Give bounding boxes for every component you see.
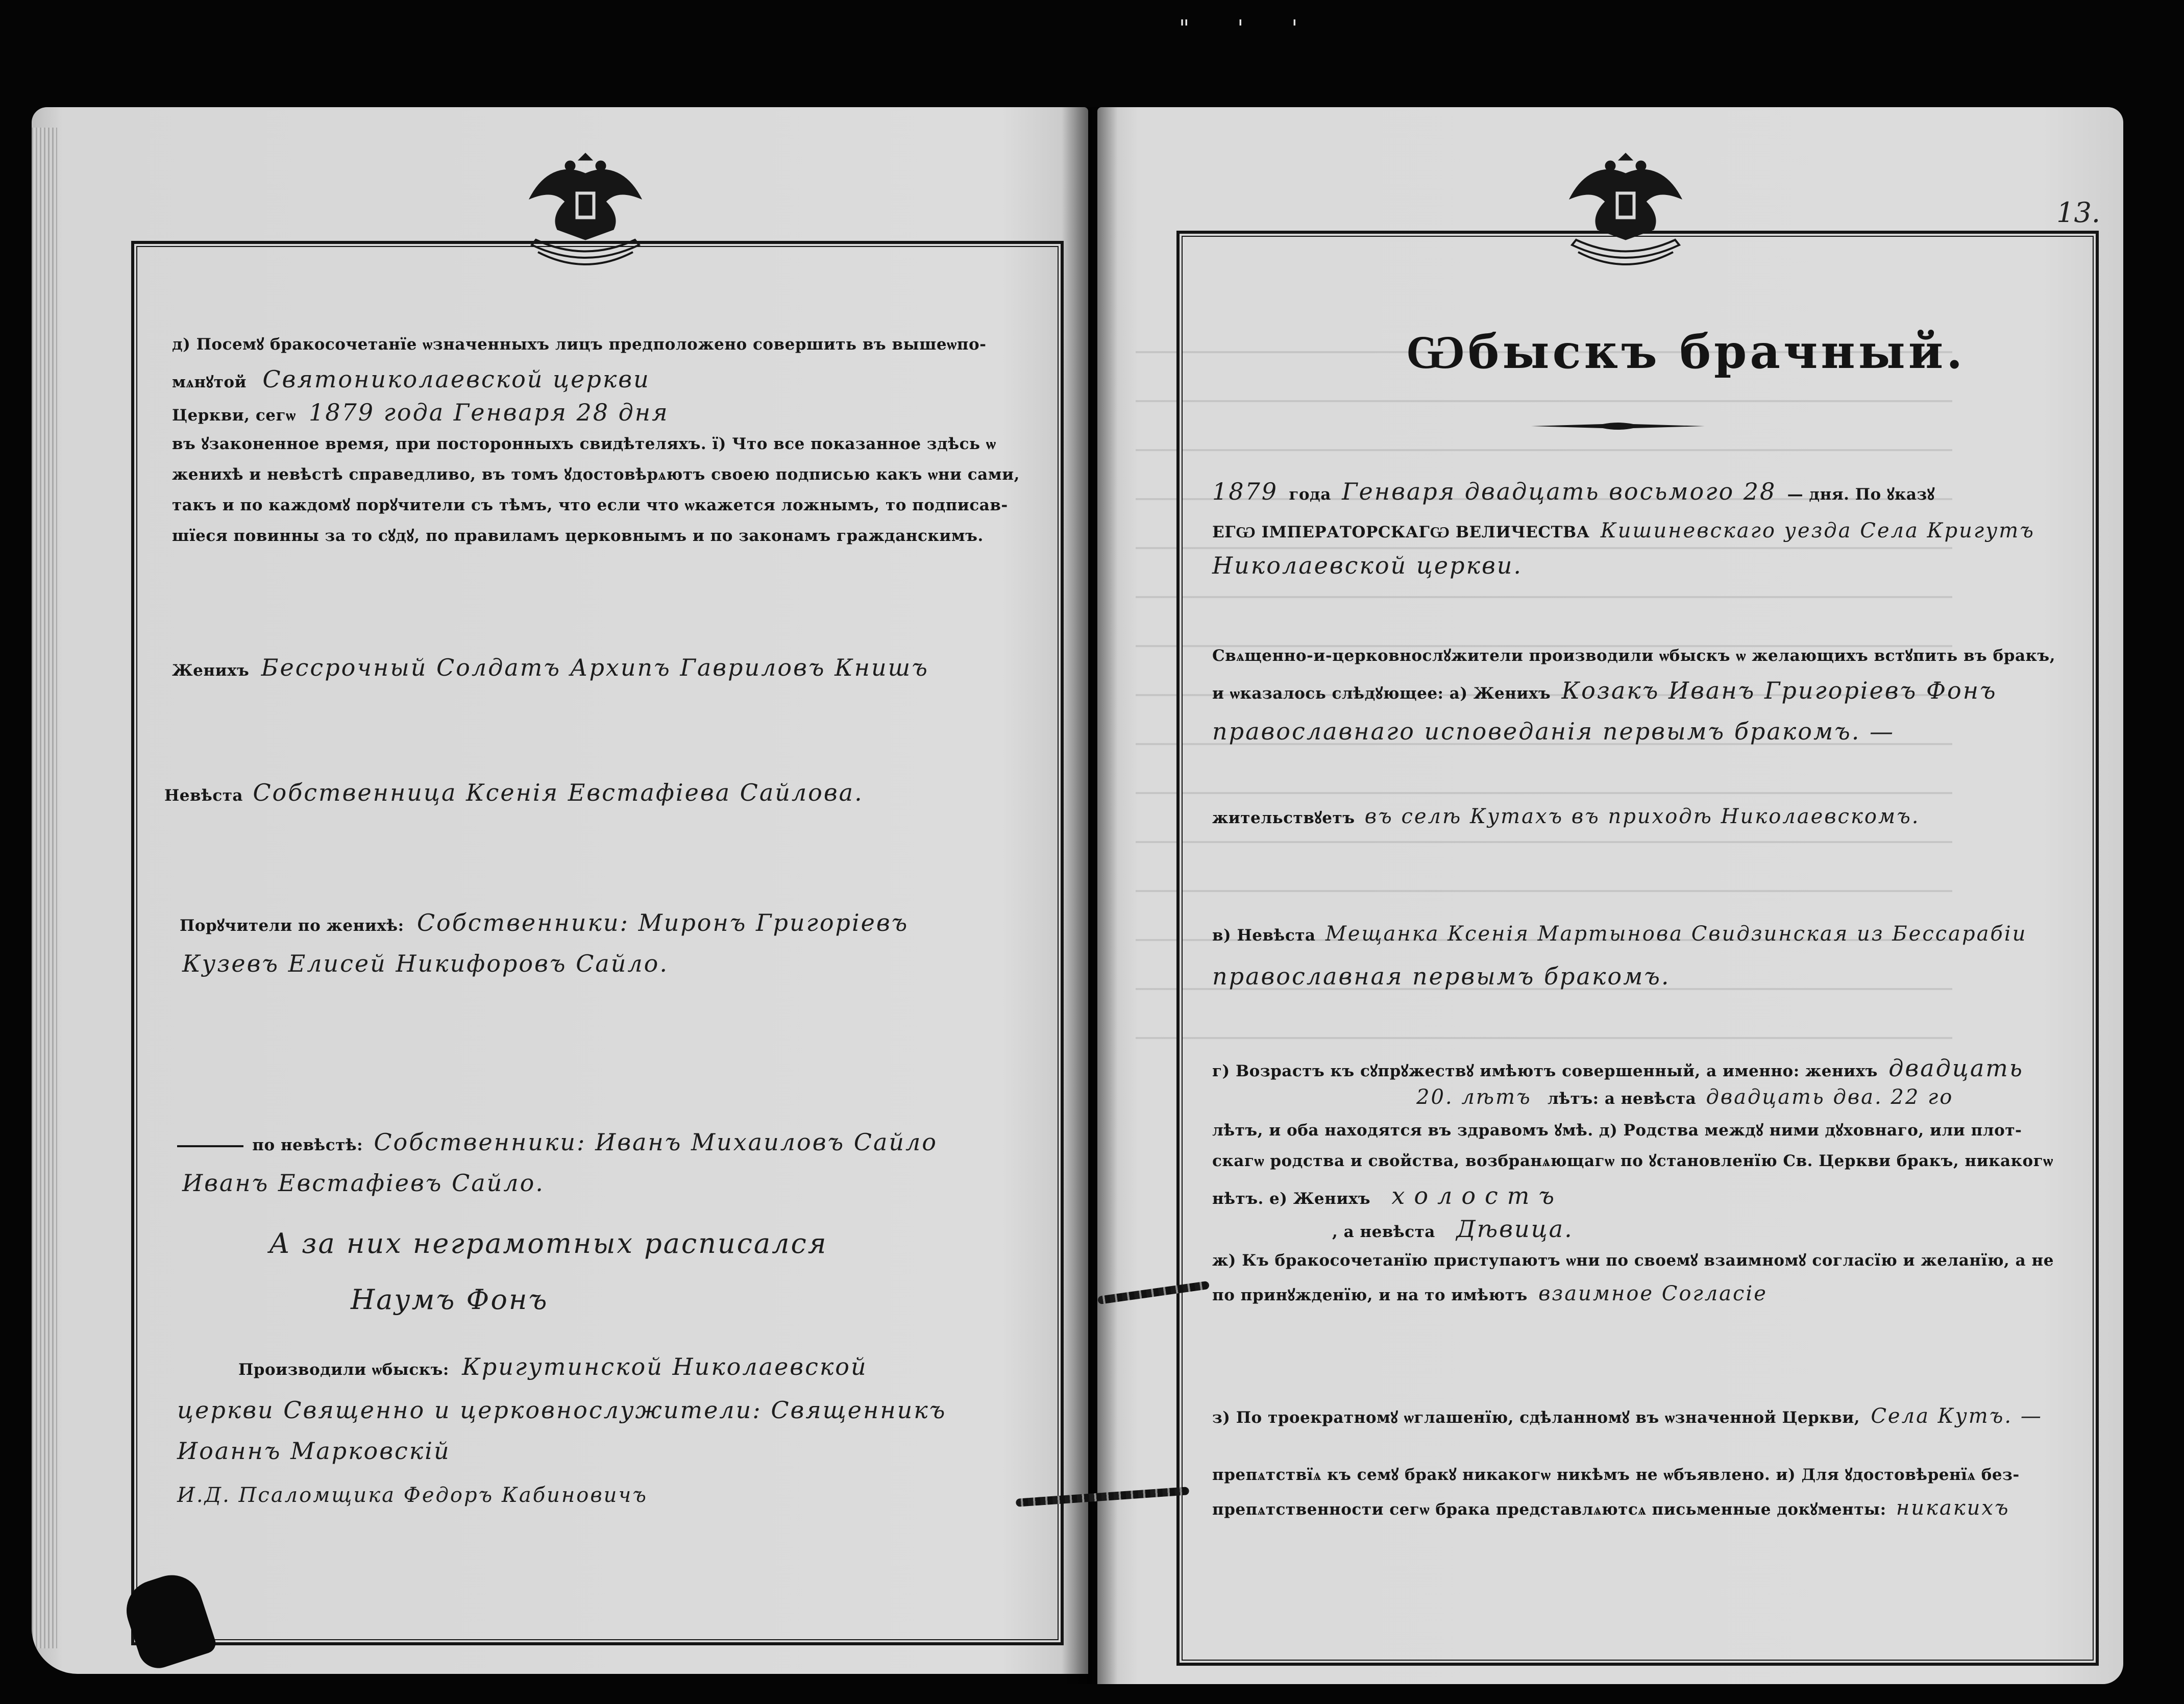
found-prefix: и ѡказалось слѣдꙋющее: а) Женихъ [1212, 684, 1551, 703]
section-d-line7: шїеся повинны за то сꙋдꙋ, по правиламъ церковнымъ и по законамъ гражданскимъ. [172, 527, 984, 545]
handwritten-groom-2: православнаго исповеданiя первымъ бракомъ. — [1212, 718, 1895, 745]
handwritten-illiterate-note: А за них неграмотных расписался [269, 1227, 828, 1260]
section-d-line3-prefix: Церкви, сегѡ [172, 406, 296, 425]
bride-entry [164, 781, 864, 804]
handwritten-residence: въ селѣ Кутахъ въ приходѣ Николаевскомъ. [1364, 805, 1920, 828]
section-d-line2-prefix: мѧнꙋтой [172, 373, 247, 391]
handwritten-church-name: Святониколаевской церкви [262, 365, 650, 393]
handwritten-documents: никакихъ [1896, 1496, 2010, 1520]
handwritten-bride: Собственница Ксенiя Евстафiева Сайлова. [253, 779, 864, 806]
residence-line [1212, 806, 1920, 827]
date-line [1212, 480, 1935, 503]
impediment-line-2 [1212, 1498, 2010, 1518]
handwritten-sureties-groom-1: Собственники: Миронъ Григорiевъ [416, 909, 909, 936]
residence-label: жительствꙋетъ [1212, 809, 1355, 827]
folio-number: 13. [2056, 196, 2100, 229]
handwritten-groom-status: холостъ [1391, 1182, 1564, 1209]
handwritten-parish: Кишиневскаго уезда Села Кригутъ [1600, 519, 2035, 542]
handwritten-sureties-groom-2: Кузевъ Елисей Никифоровъ Сайло. [182, 950, 669, 977]
impediment-prefix: препѧтственности сегѡ брака представлѧютсѧ письменные докꙋменты: [1212, 1500, 1886, 1519]
handwritten-groom-age: двадцать [1888, 1054, 2024, 1082]
sureties-bride-label: по невѣстѣ: [252, 1136, 363, 1154]
consent-prefix: по принꙋжденїю, и на то имѣютъ [1212, 1286, 1528, 1304]
section-d-line5: женихѣ и невѣстѣ справедливо, въ томъ ꙋдостовѣрѧютъ своею подписью какъ ѡни сами, [172, 465, 1020, 484]
kinship-groom-prefix: нѣтъ. е) Женихъ [1212, 1190, 1371, 1208]
majesty-line [1212, 521, 2035, 541]
section-d-line2 [172, 367, 650, 391]
handwritten-bride-2: православная первымъ бракомъ. [1212, 962, 1671, 990]
top-marks: " ' ' [1179, 15, 1318, 41]
performed-by [238, 1355, 868, 1378]
page-title: Ѡбыскъ брачный. [1406, 324, 1966, 379]
date-suffix: — дня. По ꙋказꙋ [1787, 485, 1935, 504]
bride-label: Невѣста [164, 786, 243, 805]
handwritten-performed-1: Кригутинской Николаевской [462, 1353, 868, 1380]
sureties-groom-label: Порꙋчители по женихѣ: [180, 917, 404, 935]
found-line [1212, 679, 1997, 702]
consent-line-2 [1212, 1283, 1768, 1304]
handwritten-performed-2: церкви Священно и церковнослужители: Священникъ [177, 1396, 947, 1424]
handwritten-parish-2: Николаевской церкви. [1212, 552, 1523, 579]
kinship-line-1: лѣтъ, и оба находятся въ здравомъ ꙋмѣ. д) Родства междꙋ ними дꙋховнаго, или плот- [1212, 1121, 2022, 1140]
right-page [1097, 107, 2123, 1684]
age-bride-text: лѣтъ: а невѣста [1547, 1090, 1697, 1108]
age-text: г) Возрастъ къ сꙋпрꙋжествꙋ имѣютъ совершенный, а именно: женихъ [1212, 1062, 1878, 1080]
left-page [32, 107, 1088, 1674]
bride-prefix: в) Невѣста [1212, 926, 1316, 945]
handwritten-groom: Бессрочный Солдатъ Архипъ Гавриловъ Книшъ [261, 654, 929, 681]
handwritten-date-words: Генваря двадцать восьмого 28 [1342, 478, 1777, 505]
kinship-bride-prefix: , а невѣста [1332, 1223, 1435, 1241]
double-headed-eagle-emblem-icon [501, 143, 670, 276]
handwritten-performed-3: Иоаннъ Марковскiй [177, 1437, 451, 1465]
handwritten-bride-status: Дѣвица. [1456, 1215, 1574, 1243]
book-spine-shadow [1062, 107, 1118, 1684]
bride-line [1212, 924, 2027, 944]
kinship-line-2: скагѡ родства и свойства, возбранѧющагѡ по ꙋстановленїю Св. Церкви бракъ, никакогѡ [1212, 1152, 2053, 1170]
performed-by-label: Производили ѡбыскъ: [238, 1361, 449, 1379]
rule-line [177, 1145, 243, 1147]
handwritten-sureties-bride-1: Собственники: Иванъ Михаиловъ Сайло [374, 1128, 938, 1156]
handwritten-sureties-bride-2: Иванъ Евстафiевъ Сайло. [182, 1169, 545, 1197]
groom-entry [172, 656, 929, 679]
handwritten-banns: Села Кутъ. — [1871, 1404, 2043, 1428]
handwritten-bride-age: двадцать два. 22 го [1706, 1085, 1954, 1109]
handwritten-performed-4: И.Д. Псаломщика Федоръ Кабиновичъ [177, 1484, 648, 1507]
section-d-intro: д) Посемꙋ бракосочетанїе ѡзначенныхъ лицъ предположено совершить въ вышеѡпо- [172, 335, 987, 354]
clergy-line: Свѧщенно-и-церковнослꙋжители производили ѡбыскъ ѡ желающихъ встꙋпить въ бракъ, [1212, 647, 2055, 665]
title-ornament-icon [1531, 421, 1705, 431]
handwritten-signature: Наумъ Фонъ [351, 1283, 549, 1316]
section-d-line6: такъ и по каждомꙋ порꙋчители съ тѣмъ, что если что ѡкажется ложнымъ, то подписав- [172, 496, 1008, 514]
groom-label: Женихъ [172, 661, 250, 680]
right-page-frame [1176, 231, 2099, 1666]
banns-line [1212, 1406, 2043, 1426]
handwritten-groom: Козакъ Иванъ Григорiевъ Фонъ [1561, 677, 1997, 704]
kinship-line-3 [1212, 1184, 1563, 1207]
consent-line-1: ж) Къ бракосочетанїю приступаютъ ѡни по своемꙋ взаимномꙋ согласїю и желанїю, а не [1212, 1251, 2054, 1270]
section-d-line3 [172, 401, 669, 424]
age-line [1212, 1056, 2024, 1080]
page-edges [32, 128, 57, 1648]
handwritten-groom-age-number: 20. лѣтъ [1416, 1085, 1532, 1109]
handwritten-consent: взаимное Согласiе [1538, 1282, 1768, 1305]
banns-prefix: з) По троекратномꙋ ѡглашенїю, сдѣланномꙋ въ ѡзначенной Церкви, [1212, 1409, 1860, 1427]
sureties-groom [180, 911, 909, 934]
impediment-line-1: препѧтствїѧ къ семꙋ бракꙋ никакогѡ никѣмъ не ѡбъявлено. и) Для ꙋдостовѣренїѧ без- [1212, 1466, 2020, 1484]
kinship-bride-line [1332, 1217, 1574, 1241]
date-label: года [1289, 485, 1331, 504]
handwritten-bride: Мещанка Ксенiя Мартынова Свидзинская из Бессарабiи [1325, 922, 2027, 946]
majesty-label: ЕГѠ ІМПЕРАТОРСКАГѠ ВЕЛИЧЕСТВА [1212, 523, 1590, 541]
age-line-2 [1416, 1087, 1953, 1107]
double-headed-eagle-emblem-icon [1541, 143, 1710, 276]
section-d-line4: въ ꙋзаконенное время, при посторонныхъ свидѣтеляхъ. ї) Что все показанное здѣсь ѡ [172, 435, 996, 453]
handwritten-date: 1879 года Генваря 28 дня [308, 399, 669, 426]
sureties-bride [177, 1130, 938, 1154]
handwritten-year: 1879 [1212, 478, 1279, 505]
